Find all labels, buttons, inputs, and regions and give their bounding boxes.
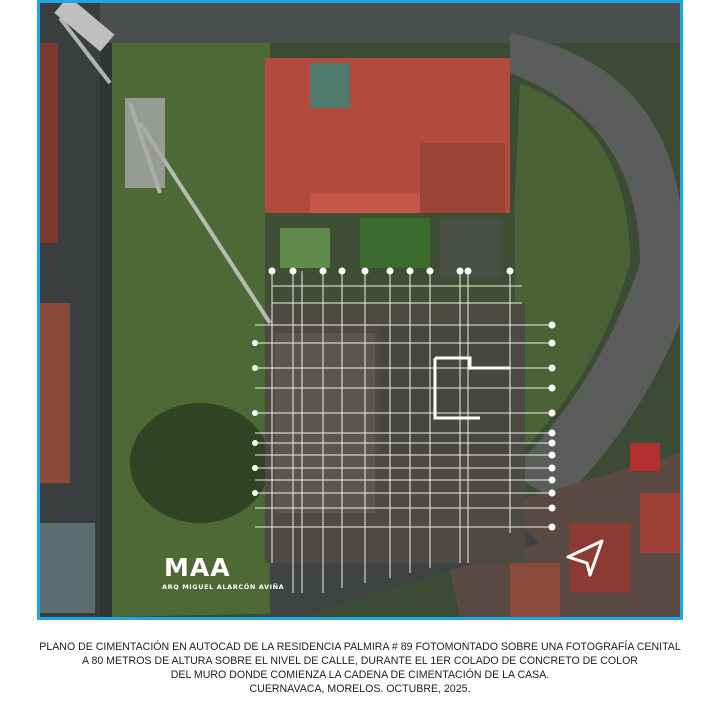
maa-logo — [162, 555, 284, 591]
logo-mark: MAA — [164, 553, 231, 582]
caption-line-4: CUERNAVACA, MORELOS. OCTUBRE, 2025. — [249, 683, 471, 695]
caption-line-3: DEL MURO DONDE COMIENZA LA CADENA DE CIMENTACIÓN DE LA CASA. — [170, 669, 550, 681]
image-caption — [0, 640, 720, 696]
caption-line-1: PLANO DE CIMENTACIÓN EN AUTOCAD DE LA RESIDENCIA PALMIRA # 89 FOTOMONTADO SOBRE UNA FOTOGRAFÍA CENITAL — [39, 641, 681, 653]
aerial-photo-frame — [37, 0, 683, 620]
aerial-photo-with-blueprint-overlay — [40, 3, 680, 617]
logo-subtitle: ARQ MIGUEL ALARCÓN AVIÑA — [162, 583, 285, 591]
caption-line-2: A 80 METROS DE ALTURA SOBRE EL NIVEL DE CALLE, DURANTE EL 1ER COLADO DE CONCRETO DE COLOR — [82, 655, 638, 667]
